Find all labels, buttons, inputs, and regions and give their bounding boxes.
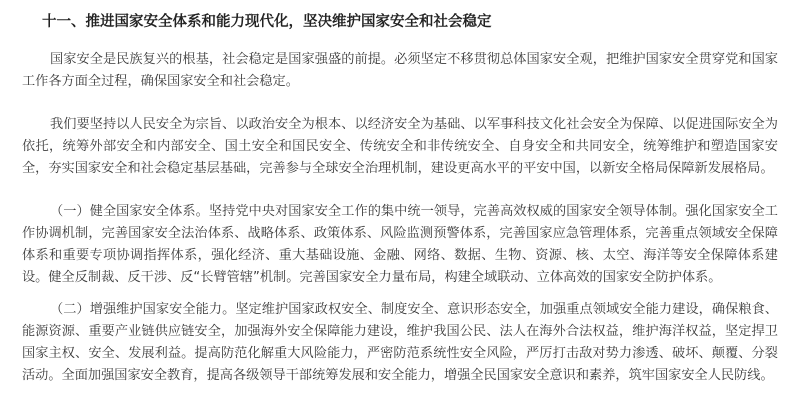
paragraph-principles: 我们要坚持以人民安全为宗旨、以政治安全为根本、以经济安全为基础、以军事科技文化社会安全为保障、以促进国际安全为依托，统筹外部安全和内部安全、国土安全和国民安全、传统安全和非传统安全、自身安全和共同安全，统筹维护和塑造国家安全，夯实国家安全和社会稳定基层基础，完善参与全球安全治理机制，建设更高水平的平安中国，以新安全格局保障新发展格局。 <box>22 117 778 176</box>
paragraph-security-capability: （二）增强维护国家安全能力。坚定维护国家政权安全、制度安全、意识形态安全，加强重点领域安全能力建设，确保粮食、能源资源、重要产业链供应链安全，加强海外安全保障能力建设，维护我国公民、法人在海外合法权益，维护海洋权益，坚定捍卫国家主权、安全、发展利益。提高防范化解重大风险能力，严密防范系统性安全风险，严厉打击敌对势力渗透、破坏、颠覆、分裂活动。全面加强国家安全教育，提高各级领导干部统筹发展和安全能力，增强全民国家安全意识和素养，筑牢国家安全人民防线。 <box>22 302 778 383</box>
paragraph-security-system: （一）健全国家安全体系。坚持党中央对国家安全工作的集中统一领导，完善高效权威的国家安全领导体制。强化国家安全工作协调机制，完善国家安全法治体系、战略体系、政策体系、风险监测预警体系，完善国家应急管理体系，完善重点领域安全保障体系和重要专项协调指挥体系，强化经济、重大基础设施、金融、网络、数据、生物、资源、核、太空、海洋等安全保障体系建设。健全反制裁、反干涉、反“长臂管辖”机制。完善国家安全力量布局，构建全域联动、立体高效的国家安全防护体系。 <box>22 204 778 285</box>
section-heading: 十一、推进国家安全体系和能力现代化，坚决维护国家安全和社会稳定 <box>42 14 492 30</box>
paragraph-intro: 国家安全是民族复兴的根基，社会稳定是国家强盛的前提。必须坚定不移贯彻总体国家安全观，把维护国家安全贯穿党和国家工作各方面全过程，确保国家安全和社会稳定。 <box>22 52 778 89</box>
